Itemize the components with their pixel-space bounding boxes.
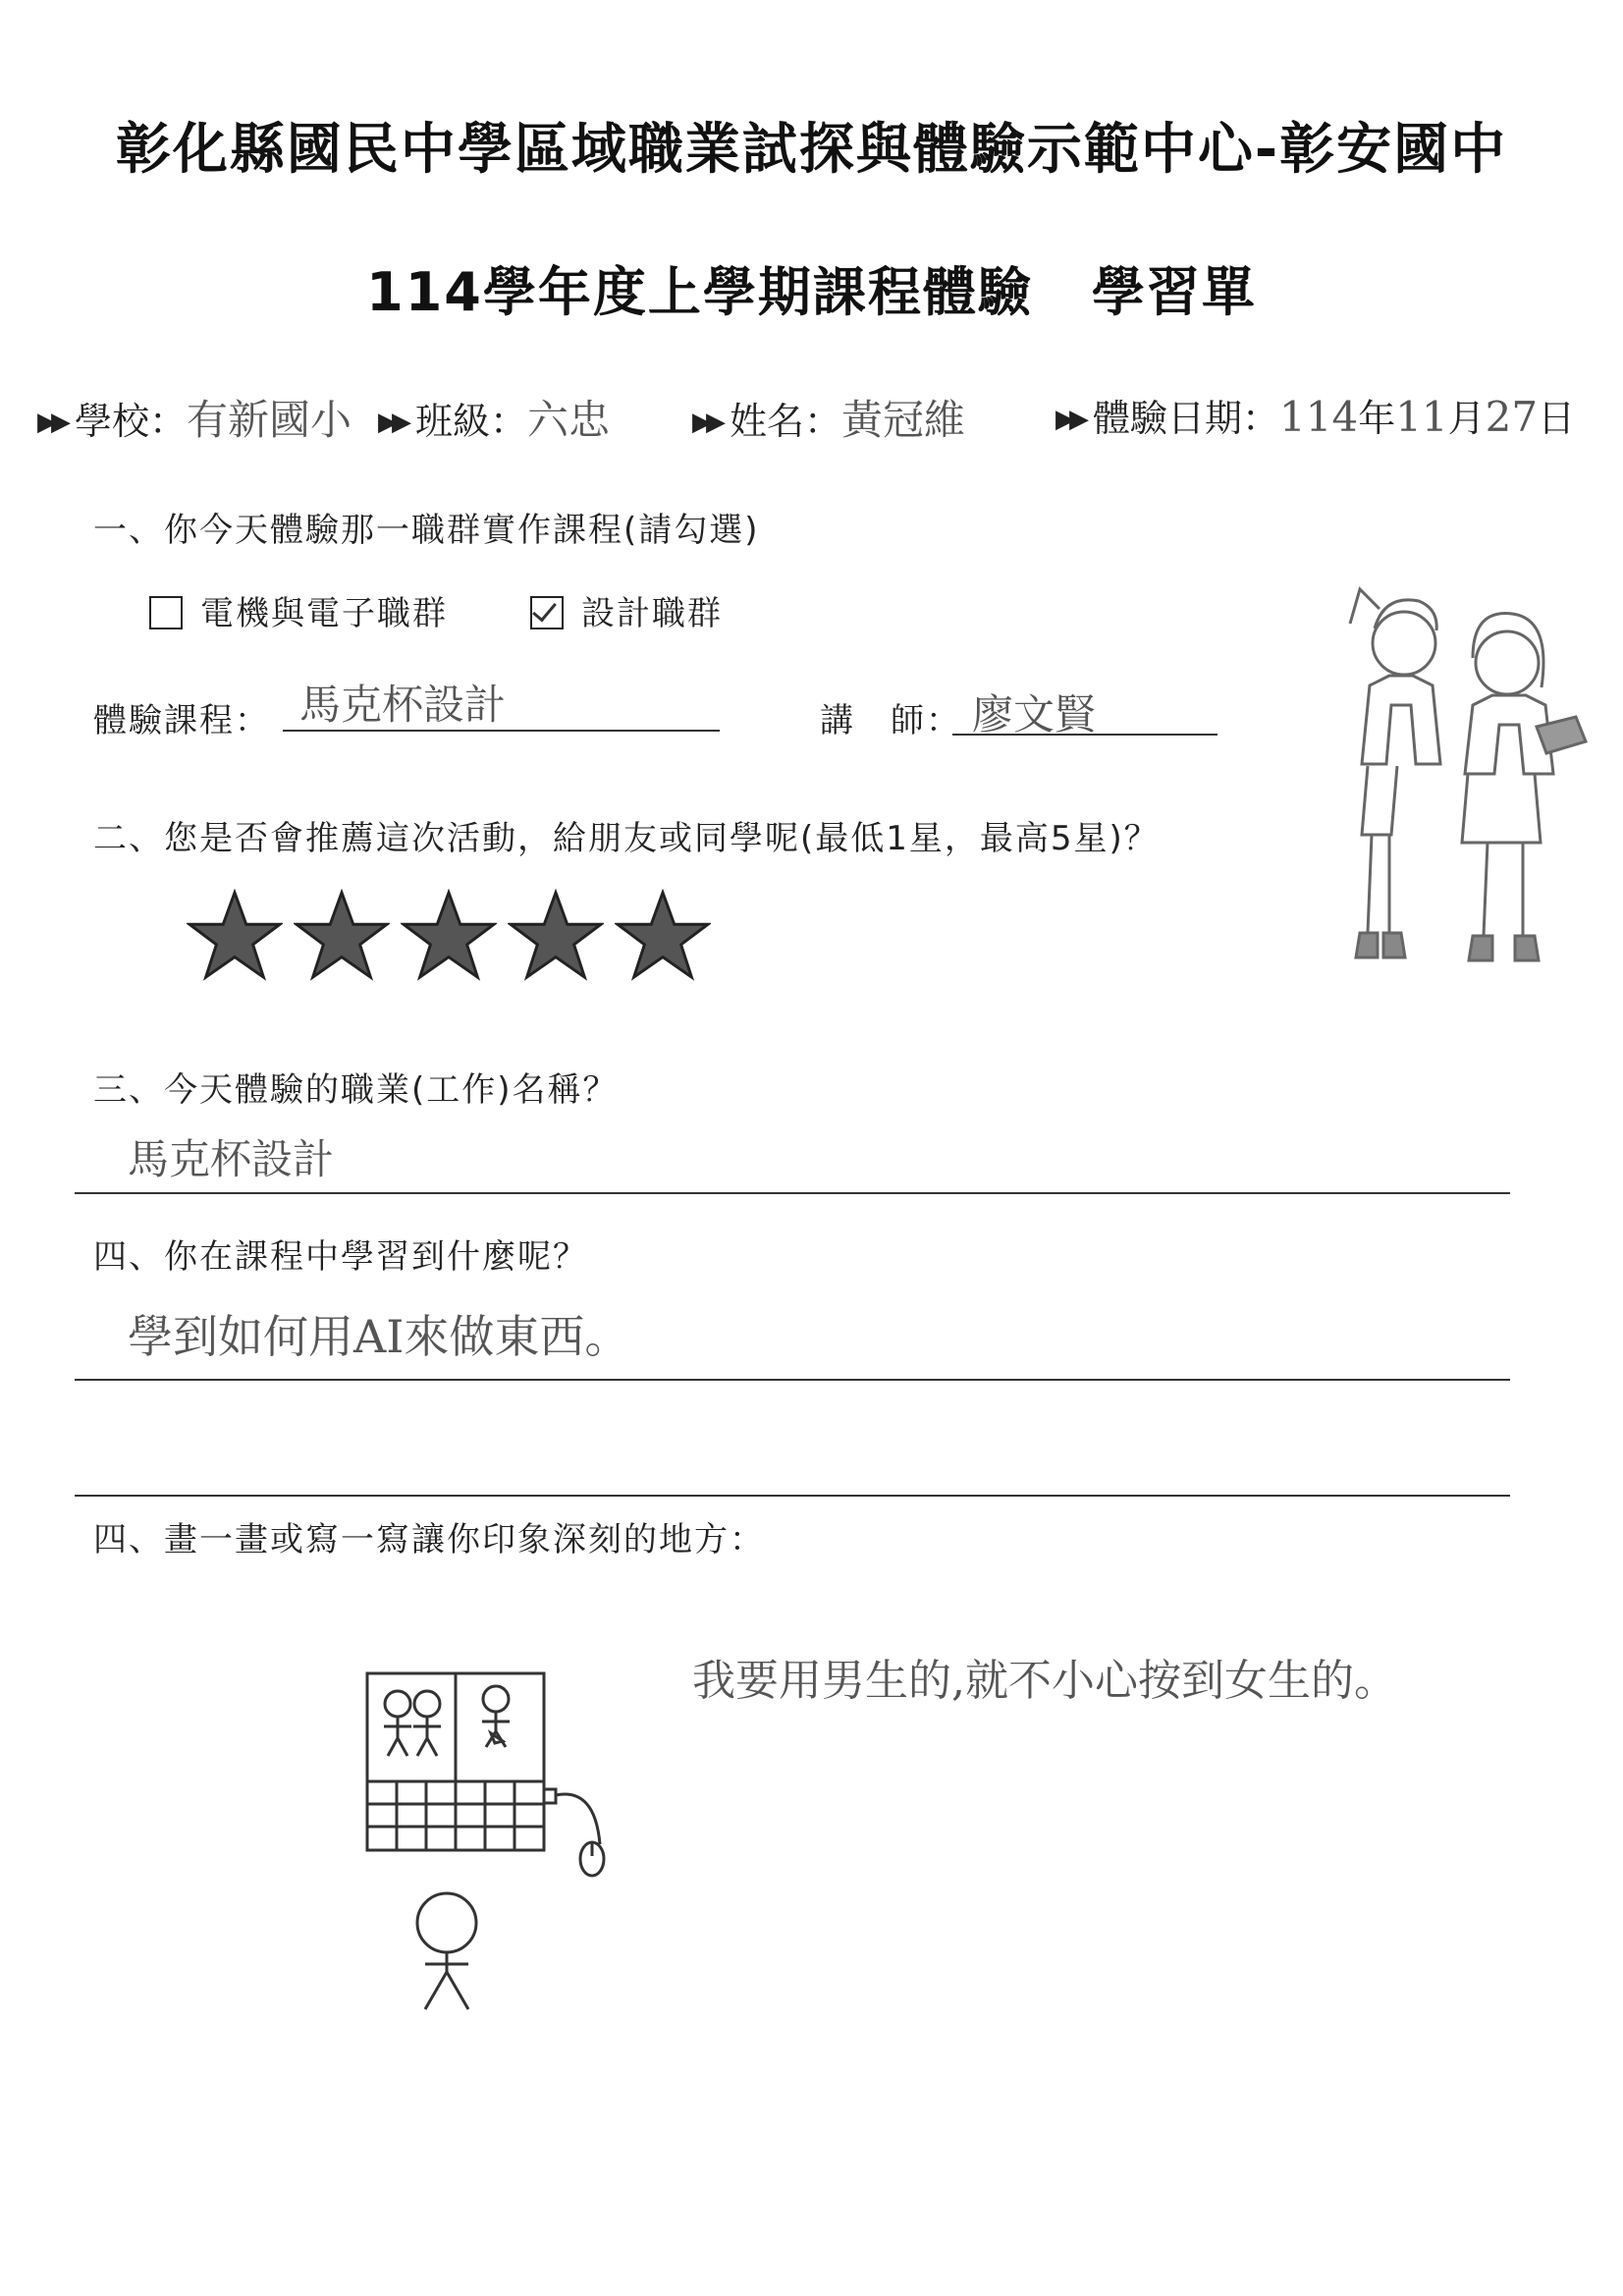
date-year-unit: 年 bbox=[1358, 397, 1396, 440]
double-arrow-icon: ▶▶ bbox=[378, 408, 406, 437]
course-underline bbox=[283, 730, 720, 732]
double-arrow-icon: ▶▶ bbox=[692, 408, 720, 437]
class-value[interactable]: 六忠 bbox=[527, 396, 611, 444]
star-icon[interactable] bbox=[294, 889, 390, 981]
double-arrow-icon: ▶▶ bbox=[37, 408, 65, 437]
question-2: 二、您是否會推薦這次活動，給朋友或同學呢(最低1星，最高5星)？ bbox=[93, 819, 1160, 858]
subtitle-term: 114學年度上學期課程體驗 bbox=[366, 261, 1033, 323]
answer-4[interactable]: 學到如何用AI來做東西。 bbox=[128, 1310, 630, 1363]
name-field bbox=[692, 388, 965, 447]
star-rating[interactable] bbox=[187, 889, 717, 985]
teacher-label: 講 師： bbox=[820, 701, 961, 740]
name-label: 姓名： bbox=[730, 400, 842, 443]
course-value[interactable]: 馬克杯設計 bbox=[299, 681, 507, 729]
subtitle-sheet: 學習單 bbox=[1091, 261, 1257, 323]
star-icon[interactable] bbox=[615, 889, 711, 981]
answer-4-line-1 bbox=[75, 1379, 1510, 1381]
computer-drawing-icon bbox=[353, 1660, 668, 2023]
school-field bbox=[37, 388, 352, 447]
checkbox-design[interactable] bbox=[530, 596, 564, 629]
answer-4-line-2 bbox=[75, 1495, 1510, 1497]
class-field bbox=[378, 388, 610, 447]
answer-3[interactable]: 馬克杯設計 bbox=[128, 1135, 335, 1183]
question-3: 三、今天體驗的職業(工作)名稱？ bbox=[93, 1070, 619, 1110]
school-value[interactable]: 有新國小 bbox=[187, 396, 352, 444]
class-label: 班級： bbox=[415, 400, 528, 443]
name-value[interactable]: 黃冠維 bbox=[841, 396, 966, 444]
star-icon[interactable] bbox=[508, 889, 604, 981]
date-day-unit: 日 bbox=[1538, 397, 1576, 440]
date-month[interactable]: 11 bbox=[1395, 393, 1448, 441]
option-design[interactable] bbox=[530, 586, 723, 634]
double-arrow-icon: ▶▶ bbox=[1055, 405, 1083, 434]
school-label: 學校： bbox=[75, 400, 188, 443]
answer-5[interactable]: 我要用男生的,就不小心按到女生的。 bbox=[692, 1656, 1397, 1706]
course-label: 體驗課程： bbox=[93, 701, 270, 740]
question-1: 一、你今天體驗那一職群實作課程(請勾選) bbox=[93, 511, 760, 550]
star-icon[interactable] bbox=[401, 889, 497, 981]
option-design-label: 設計職群 bbox=[581, 594, 723, 633]
page-title: 彰化縣國民中學區域職業試探與體驗示範中心-彰安國中 bbox=[115, 118, 1508, 182]
option-electrical-label: 電機與電子職群 bbox=[200, 594, 448, 633]
checkbox-electrical[interactable] bbox=[149, 596, 183, 629]
date-field bbox=[1055, 388, 1575, 442]
date-day[interactable]: 27 bbox=[1485, 393, 1539, 441]
teacher-underline bbox=[952, 734, 1217, 736]
answer-3-line bbox=[75, 1192, 1510, 1194]
question-4: 四、你在課程中學習到什麼呢？ bbox=[93, 1237, 588, 1277]
option-electrical[interactable] bbox=[149, 586, 448, 634]
date-month-unit: 月 bbox=[1447, 397, 1486, 440]
star-icon[interactable] bbox=[187, 889, 283, 981]
date-year[interactable]: 114 bbox=[1279, 393, 1359, 441]
question-5: 四、畫一畫或寫一寫讓你印象深刻的地方： bbox=[93, 1520, 765, 1559]
date-label: 體驗日期： bbox=[1093, 397, 1280, 440]
teacher-value[interactable]: 廖文賢 bbox=[972, 690, 1097, 738]
page-subtitle bbox=[0, 250, 1623, 326]
students-illustration-icon bbox=[1321, 570, 1605, 992]
